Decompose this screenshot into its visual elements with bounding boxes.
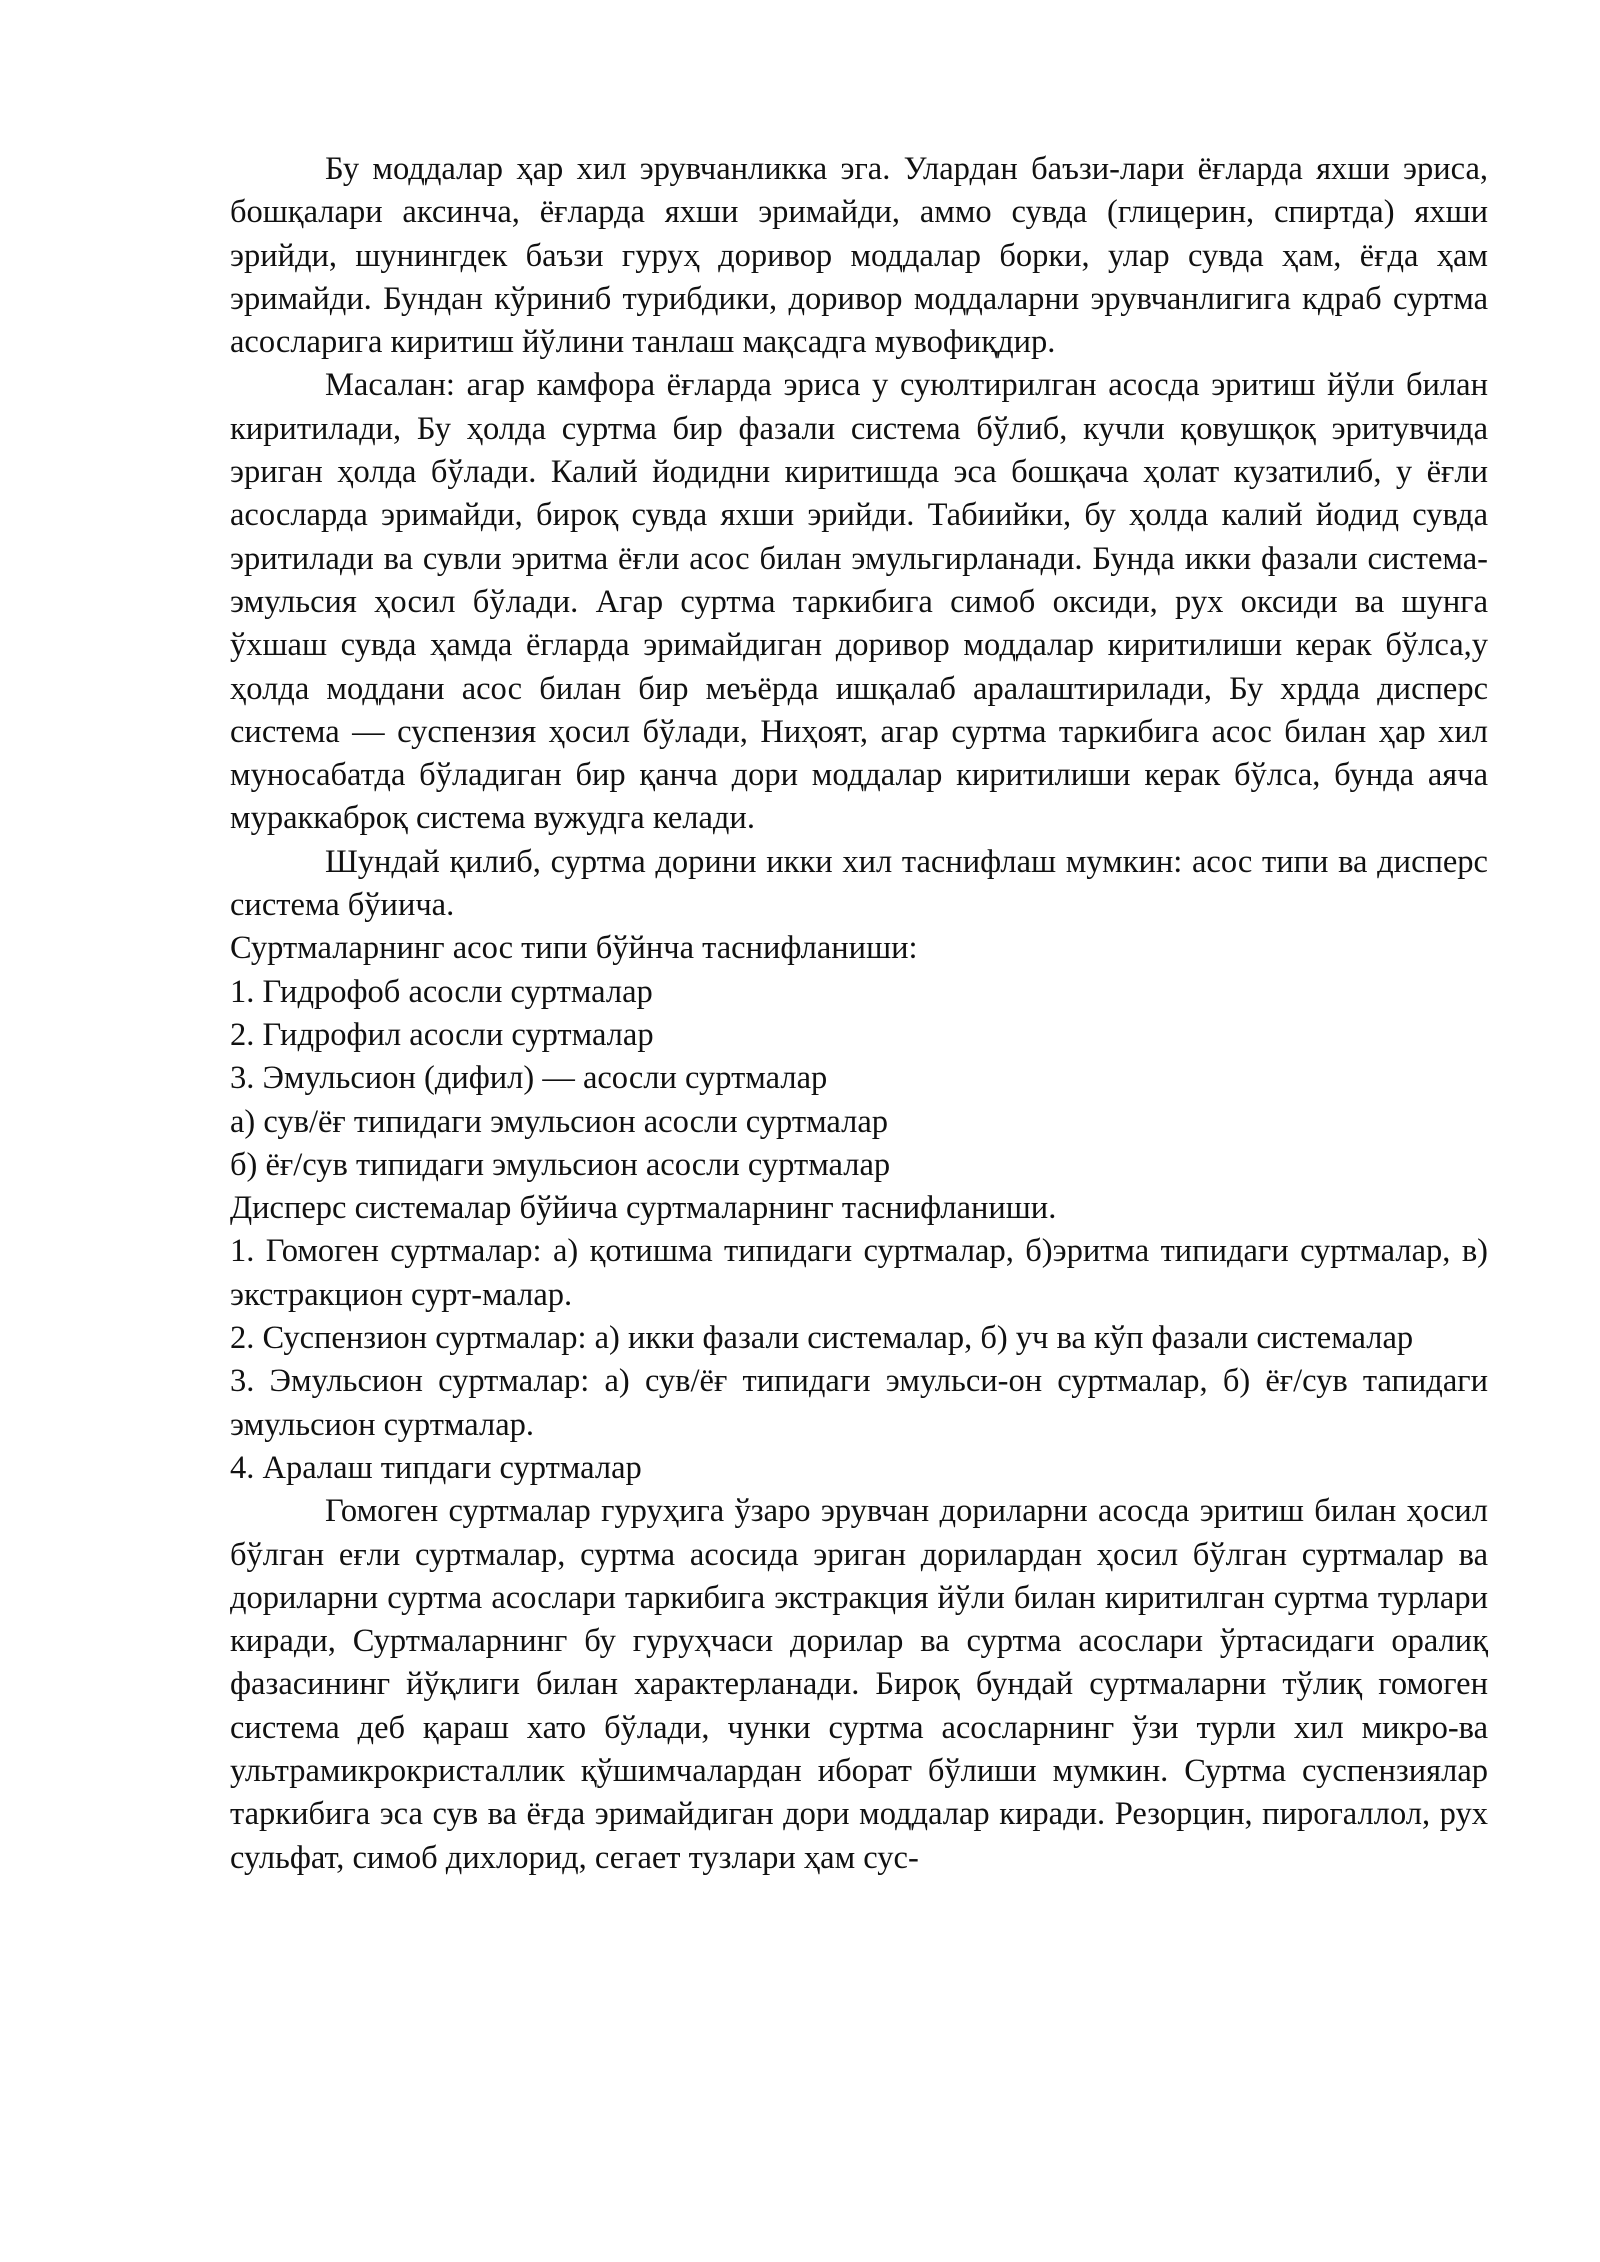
paragraph-solubility: Бу моддалар ҳар хил эрувчанликка эга. Улардан баъзи-лари ёғларда яхши эриса, бошқалари аксинча, ёғларда яхши эримайди, аммо сувда (глицерин, спиртда) яхши эрийди, шунингдек баъзи гуруҳ доривор моддалар борки, улар сувда ҳам, ёғда ҳам эримайди. Бундан кўриниб турибдики, доривор моддаларни эрувчанлигига кдраб суртма асосларига киритиш йўлини танлаш мақсадга мувофиқдир.	[230, 151, 1488, 361]
list-item: а) сув/ёғ типидаги эмульсион асосли суртмалар	[230, 1103, 889, 1140]
list-item: б) ёғ/сув типидаги эмульсион асосли суртмалар	[230, 1146, 891, 1183]
list-item: 2. Гидрофил асосли суртмалар	[230, 1016, 654, 1053]
list-item: 3. Эмульсион (дифил) — асосли суртмалар	[230, 1060, 828, 1097]
paragraph-classification-intro: Шундай қилиб, суртма дорини икки хил таснифлаш мумкин: асос типи ва дисперс система бўиича.	[230, 843, 1488, 924]
dispersion-classification-heading: Дисперс системалар бўйича суртмаларнинг таснифланиши.	[230, 1190, 1057, 1227]
list-item: 4. Аралаш типдаги суртмалар	[230, 1449, 642, 1486]
document-body	[230, 148, 1488, 1880]
list-item: 1. Гидрофоб асосли суртмалар	[230, 973, 653, 1010]
paragraph-homogeneous: Гомоген суртмалар гуруҳига ўзаро эрувчан дориларни асосда эритиш билан ҳосил бўлган еғли суртмалар, суртма асосида эриган дорилардан ҳосил бўлган суртмалар ва дориларни суртма асослари таркибига экстракция йўли билан киритилган суртма турлари киради, Суртмаларнинг бу гуруҳчаси дорилар ва суртма асослари ўртасидаги оралиқ фазасининг йўқлиги билан характерланади. Бироқ бундай суртмаларни тўлиқ гомоген система деб қараш хато бўлади, чунки суртма асосларнинг ўзи турли хил микро-ва ультрамикрокристаллик қўшимчалардан иборат бўлиши мумкин. Суртма суспензиялар таркибига эса сув ва ёғда эримайдиган дори моддалар киради. Резорцин, пирогаллол, рух сульфат, симоб дихлорид, сегает тузлари ҳам сус-	[230, 1493, 1488, 1876]
list-item: 3. Эмульсион суртмалар: а) сув/ёғ типидаги эмульси-он суртмалар, б) ёғ/сув тапидаги эмульсион суртмалар.	[230, 1363, 1488, 1443]
list-item: 1. Гомоген суртмалар: а) қотишма типидаги суртмалар, б)эритма типидаги суртмалар, в) экстракцион сурт-малар.	[230, 1233, 1488, 1313]
base-classification-heading: Суртмаларнинг асос типи бўйнча таснифланиши:	[230, 930, 918, 967]
list-item: 2. Суспензион суртмалар: а) икки фазали системалар, б) уч ва кўп фазали системалар	[230, 1320, 1414, 1357]
paragraph-example: Масалан: агар камфора ёғларда эриса у суюлтирилган асосда эритиш йўли билан киритилади, Бу ҳолда суртма бир фазали система бўлиб, кучли қовушқоқ эритувчида эриган ҳолда бўлади. Калий йодидни киритишда эса бошқача ҳолат кузатилиб, у ёғли асосларда эримайди, бироқ сувда яхши эрийди. Табиийки, бу ҳолда калий йодид сувда эритилади ва сувли эритма ёғли асос билан эмульгирланади. Бунда икки фазали система-эмульсия ҳосил бўлади. Агар суртма таркибига симоб оксиди, рух оксиди ва шунга ўхшаш сувда ҳамда ёгларда эримайдиган доривор моддалар киритилиши керак бўлса,у ҳолда моддани асос билан бир меъёрда ишқалаб аралаштирилади, Бу хрдда дисперс система — суспензия ҳосил бўлади, Ниҳоят, агар суртма таркибига асос билан ҳар хил муносабатда бўладиган бир қанча дори моддалар киритилиши керак бўлса, бунда аяча мураккаброқ система вужудга келади.	[230, 367, 1488, 837]
